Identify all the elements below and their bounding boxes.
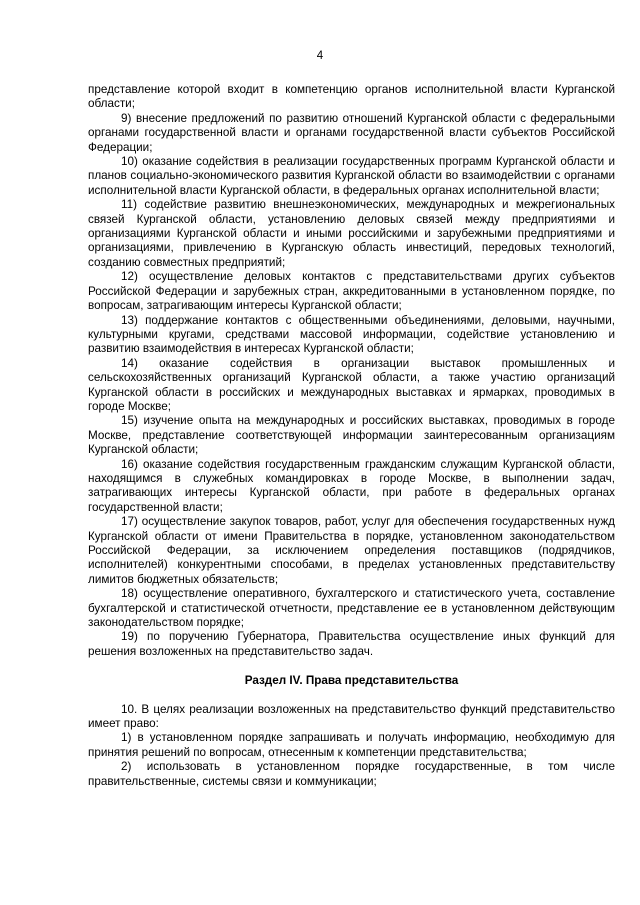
- paragraph: 10. В целях реализации возложенных на представительство функций представительство имеет право:: [88, 702, 615, 731]
- paragraph: 9) внесение предложений по развитию отношений Курганской области с федеральными органами государственной власти и органами государственной власти субъектов Российской Федерации;: [88, 111, 615, 154]
- paragraph: 15) изучение опыта на международных и российских выставках, проводимых в городе Москве, представление соответствующей информации заинтересованным организациям Курганской области;: [88, 414, 615, 457]
- document-body: [88, 83, 615, 789]
- paragraph: представление которой входит в компетенцию органов исполнительной власти Курганской области;: [88, 83, 615, 111]
- paragraph: 1) в установленном порядке запрашивать и получать информацию, необходимую для принятия решений по вопросам, отнесенным к компетенции представительства;: [88, 731, 615, 759]
- paragraph: 18) осуществление оперативного, бухгалтерского и статистического учета, составление бухгалтерской и статистической отчетности, представление ее в установленном действующим законодательством порядке;: [88, 587, 615, 630]
- paragraph: 17) осуществление закупок товаров, работ, услуг для обеспечения государственных нужд Курганской области от имени Правительства в порядке, установленном законодательством Российской Федерации, за исключением определения поставщиков (подрядчиков, исполнителей) конкурентными способами, в пределах установленных представительству лимитов бюджетных обязательств;: [88, 515, 615, 586]
- paragraph: 13) поддержание контактов с общественными объединениями, деловыми, научными, культурными кругами, средствами массовой информации, содействие установлению и развитию взаимодействия в интересах Курганской области;: [88, 313, 615, 356]
- page-number: 4: [316, 50, 324, 62]
- paragraph: 2) использовать в установленном порядке государственные, в том числе правительственные, системы связи и коммуникации;: [88, 760, 615, 788]
- paragraph: 19) по поручению Губернатора, Правительства осуществление иных функций для решения возложенных на представительство задач.: [88, 630, 615, 658]
- paragraph: 14) оказание содействия в организации выставок промышленных и сельскохозяйственных организаций Курганской области, а также участию организаций Курганской области в российских и международных выставках и ярмарках, проводимых в городе Москве;: [88, 356, 615, 413]
- paragraph: 12) осуществление деловых контактов с представительствами других субъектов Российской Федерации и зарубежных стран, аккредитованными в установленном порядке, по вопросам, затрагивающим интересы Курганской области;: [88, 270, 615, 313]
- paragraph: 10) оказание содействия в реализации государственных программ Курганской области и планов социально-экономического развития Курганской области во взаимодействии с органами исполнительной власти Курганской области, в федеральных органах исполнительной власти;: [88, 155, 615, 197]
- paragraph: 16) оказание содействия государственным гражданским служащим Курганской области, находящимся в служебных командировках в городе Москве, в выполнении задач, затрагивающих интересы Курганской области, при работе в федеральных органах государственной власти;: [88, 457, 615, 514]
- section-heading: Раздел IV. Права представительства: [244, 674, 459, 688]
- paragraph: 11) содействие развитию внешнеэкономических, международных и межрегиональных связей Курганской области, установлению деловых связей между предприятиями и организациями Курганской области и иными российскими и зарубежными предприятиями и организациями, привлечению в Курганскую область инвестиций, передовых технологий, созданию совместных предприятий;: [88, 198, 615, 269]
